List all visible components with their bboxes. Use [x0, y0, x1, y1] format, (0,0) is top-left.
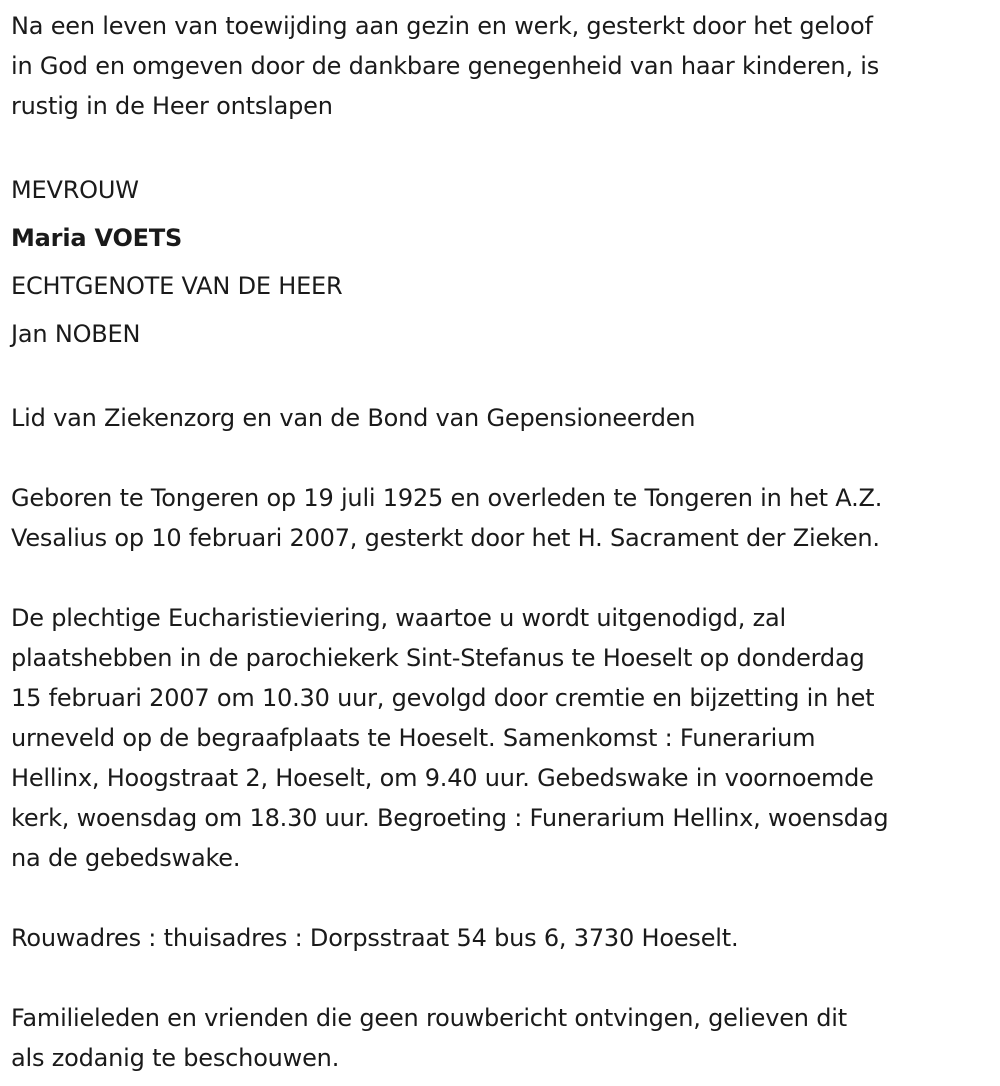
birth-death-paragraph: Geboren te Tongeren op 19 juli 1925 en overleden te Tongeren in het A.Z. Vesalius op 10 februari 2007, gesterkt door het H. Sacrament der Zieken.	[11, 484, 883, 552]
spacer	[11, 558, 996, 598]
address-paragraph: Rouwadres : thuisadres : Dorpsstraat 54 bus 6, 3730 Hoeselt.	[11, 924, 739, 952]
spacer	[11, 126, 996, 166]
ceremony-paragraph: De plechtige Eucharistieviering, waartoe u wordt uitgenodigd, zal plaatshebben in de parochiekerk Sint-Stefanus te Hoeselt op donderdag 15 februari 2007 om 10.30 uur, gevolgd door cremtie en bijzetting in het urneveld op de begraafplaats te Hoeselt. Samenkomst : Funerarium Hellinx, Hoogstraat 2, Hoeselt, om 9.40 uur. Gebedswake in voornoemde kerk, woensdag om 18.30 uur. Begroeting : Funerarium Hellinx, woensdag na de gebedswake.	[11, 604, 889, 872]
spacer	[11, 438, 996, 478]
honorific: MEVROUW	[11, 176, 139, 204]
membership-paragraph: Lid van Ziekenzorg en van de Bond van Gepensioneerden	[11, 404, 696, 432]
closing-paragraph: Familieleden en vrienden die geen rouwbericht ontvingen, gelieven dit als zodanig te beschouwen.	[11, 1004, 847, 1072]
intro-paragraph: Na een leven van toewijding aan gezin en werk, gesterkt door het geloof in God en omgeven door de dankbare genegenheid van haar kinderen, is rustig in de Heer ontslapen	[11, 12, 880, 120]
relation-label: ECHTGENOTE VAN DE HEER	[11, 272, 343, 300]
deceased-name: Maria VOETS	[11, 224, 183, 252]
obituary-document	[11, 6, 996, 1078]
spacer	[11, 878, 996, 918]
spouse-name: Jan NOBEN	[11, 320, 141, 348]
spacer	[11, 958, 996, 998]
spacer	[11, 358, 996, 398]
